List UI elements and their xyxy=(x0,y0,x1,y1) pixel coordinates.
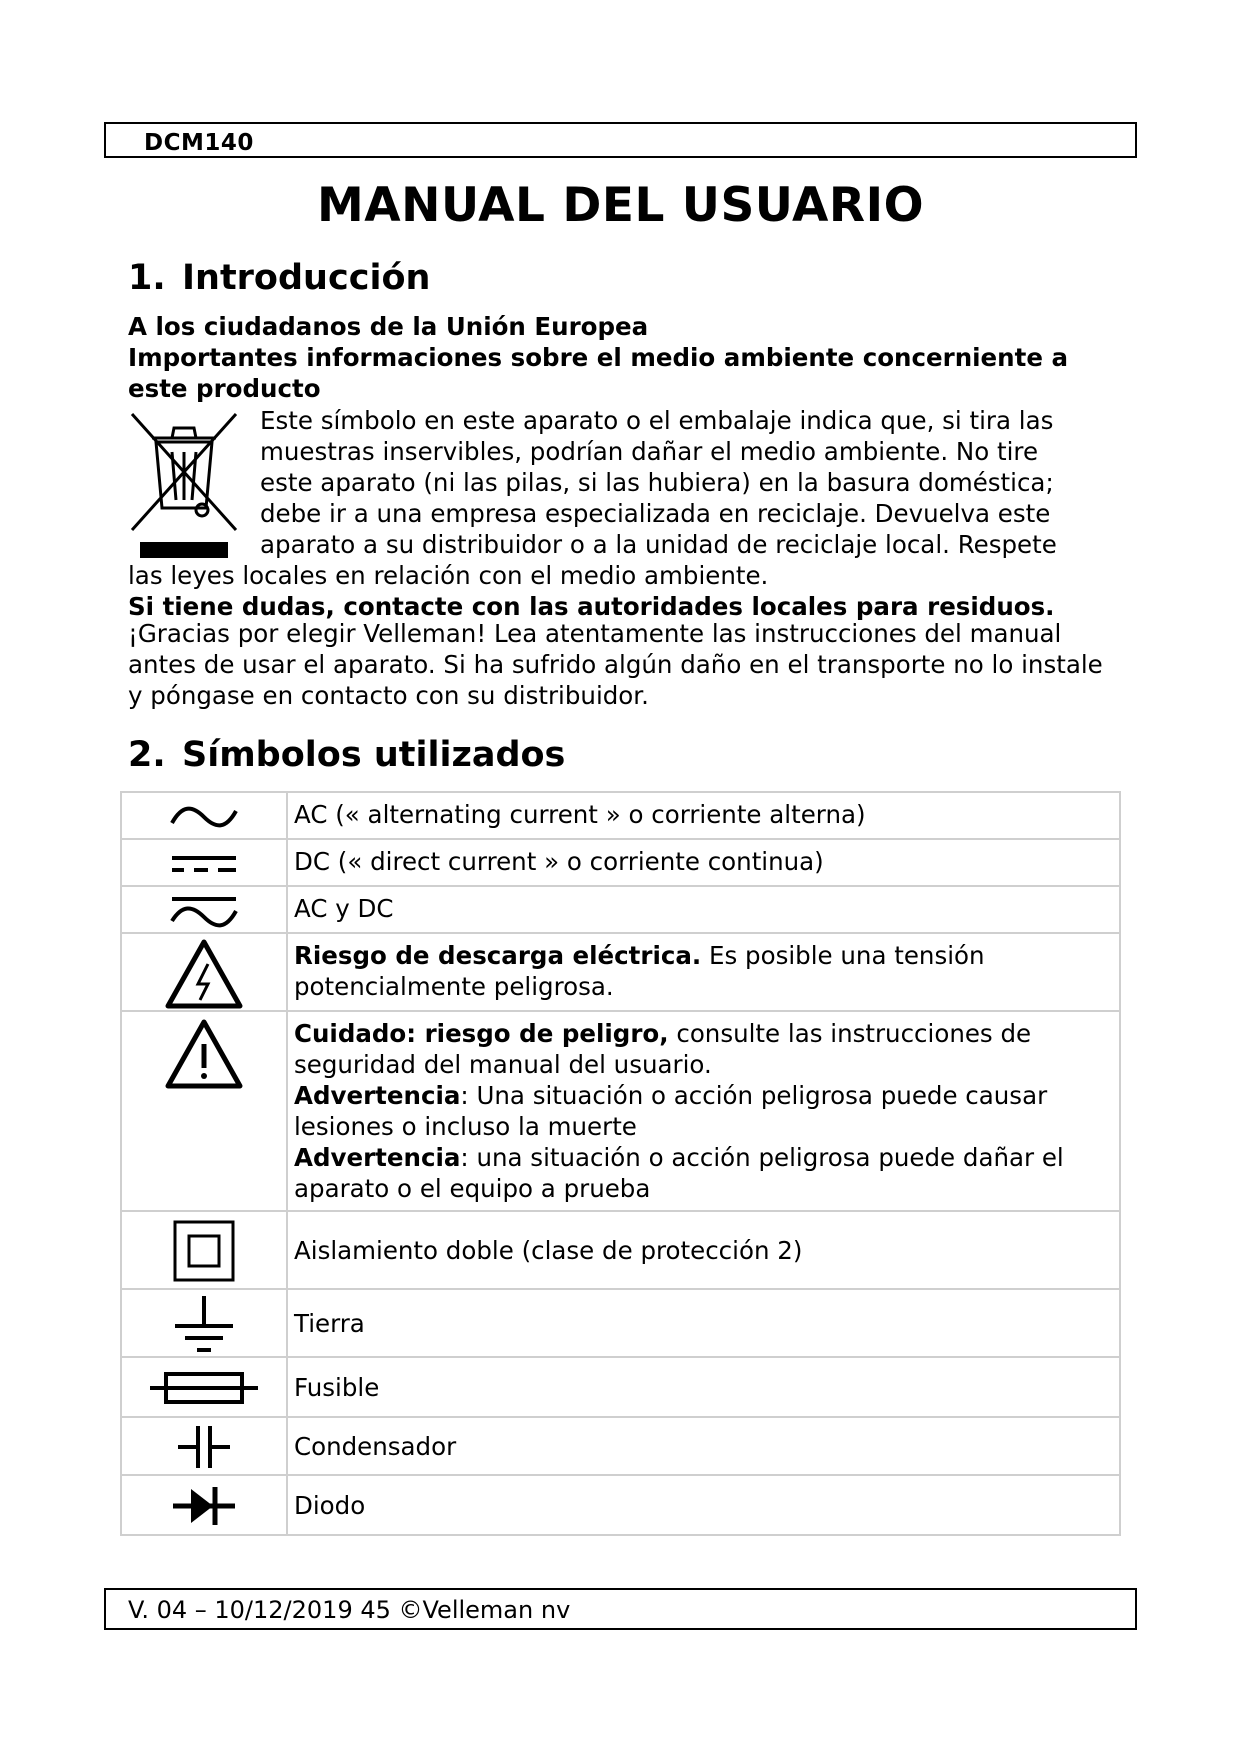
table-row xyxy=(121,933,1120,1011)
warning-paragraph-2 xyxy=(294,1142,1119,1204)
section-2-title: Símbolos utilizados xyxy=(182,735,566,775)
symbol-description: Diodo xyxy=(287,1475,1120,1535)
warning-text-1: : Una situación o acción peligrosa puede causar lesiones o incluso la muerte xyxy=(294,1081,1048,1141)
footer-text: V. 04 – 10/12/2019 45 ©Velleman nv xyxy=(128,1596,571,1624)
table-row xyxy=(121,1357,1120,1417)
caution-text: consulte las instrucciones de seguridad del manual del usuario. xyxy=(294,1019,1032,1079)
doubt-line: Si tiene dudas, contacte con las autoridades locales para residuos. xyxy=(128,592,1055,621)
table-row xyxy=(121,1417,1120,1475)
table-row xyxy=(121,1211,1120,1289)
table-row xyxy=(121,792,1120,839)
symbols-table xyxy=(120,791,1121,1536)
symbol-description: AC y DC xyxy=(287,886,1120,933)
shock-risk-label: Riesgo de descarga eléctrica. xyxy=(294,941,702,970)
table-row xyxy=(121,839,1120,886)
electric-shock-warning-icon xyxy=(164,938,244,1010)
header-box xyxy=(104,122,1137,158)
shock-risk-text: Es posible una tensión potencialmente peligrosa. xyxy=(294,941,985,1001)
page-title: MANUAL DEL USUARIO xyxy=(316,178,925,233)
model-label: DCM140 xyxy=(144,130,254,156)
table-row xyxy=(121,1475,1120,1535)
section-1-number: 1. xyxy=(128,258,166,298)
section-1-heading xyxy=(128,258,430,298)
section-2-heading xyxy=(128,735,565,775)
symbol-description: AC (« alternating current » o corriente alterna) xyxy=(287,792,1120,839)
ac-icon xyxy=(164,797,244,837)
symbol-description: Aislamiento doble (clase de protección 2) xyxy=(287,1211,1120,1289)
double-insulation-icon xyxy=(172,1219,236,1283)
table-row xyxy=(121,1011,1120,1211)
symbol-description: DC (« direct current » o corriente continua) xyxy=(287,839,1120,886)
table-row xyxy=(121,886,1120,933)
footer-box xyxy=(104,1588,1137,1630)
symbol-description: Fusible xyxy=(287,1357,1120,1417)
thanks-paragraph: ¡Gracias por elegir Velleman! Lea atentamente las instrucciones del manual antes de usar el aparato. Si ha sufrido algún daño en el transporte no lo instale y póngase en contacto con su distribuidor. xyxy=(128,619,1103,710)
section-1-title: Introducción xyxy=(182,258,431,298)
dc-icon xyxy=(164,844,244,884)
symbol-description: Condensador xyxy=(287,1417,1120,1475)
ground-icon xyxy=(169,1294,239,1354)
fuse-icon xyxy=(148,1368,260,1408)
eu-citizens-subheading: A los ciudadanos de la Unión Europea xyxy=(128,312,649,341)
caution-warning-icon xyxy=(164,1018,244,1090)
warning-text-2: : una situación o acción peligrosa puede dañar el aparato o el equipo a prueba xyxy=(294,1143,1064,1203)
diode-icon xyxy=(169,1483,239,1529)
ac-dc-icon xyxy=(164,891,244,931)
warning-label-2: Advertencia xyxy=(294,1143,461,1172)
symbol-description: Tierra xyxy=(287,1289,1120,1357)
caution-label: Cuidado: riesgo de peligro, xyxy=(294,1019,669,1048)
weee-paragraph xyxy=(128,405,1088,591)
warning-label-1: Advertencia xyxy=(294,1081,461,1110)
warning-paragraph-1 xyxy=(294,1080,1119,1142)
table-row xyxy=(121,1289,1120,1357)
capacitor-icon xyxy=(174,1424,234,1470)
section-2-number: 2. xyxy=(128,735,166,775)
environment-subheading: Importantes informaciones sobre el medio ambiente concerniente a este producto xyxy=(128,343,1069,403)
weee-text: Este símbolo en este aparato o el embalaje indica que, si tira las muestras inservibles, podrían dañar el medio ambiente. No tire este aparato (ni las pilas, si las hubiera) en la basura doméstica; debe ir a una empresa especializada en reciclaje. Devuelva este aparato a su distribuidor o a la unidad de reciclaje local. Respete las leyes locales en relación con el medio ambiente. xyxy=(128,406,1057,590)
caution-paragraph xyxy=(294,1018,1119,1080)
